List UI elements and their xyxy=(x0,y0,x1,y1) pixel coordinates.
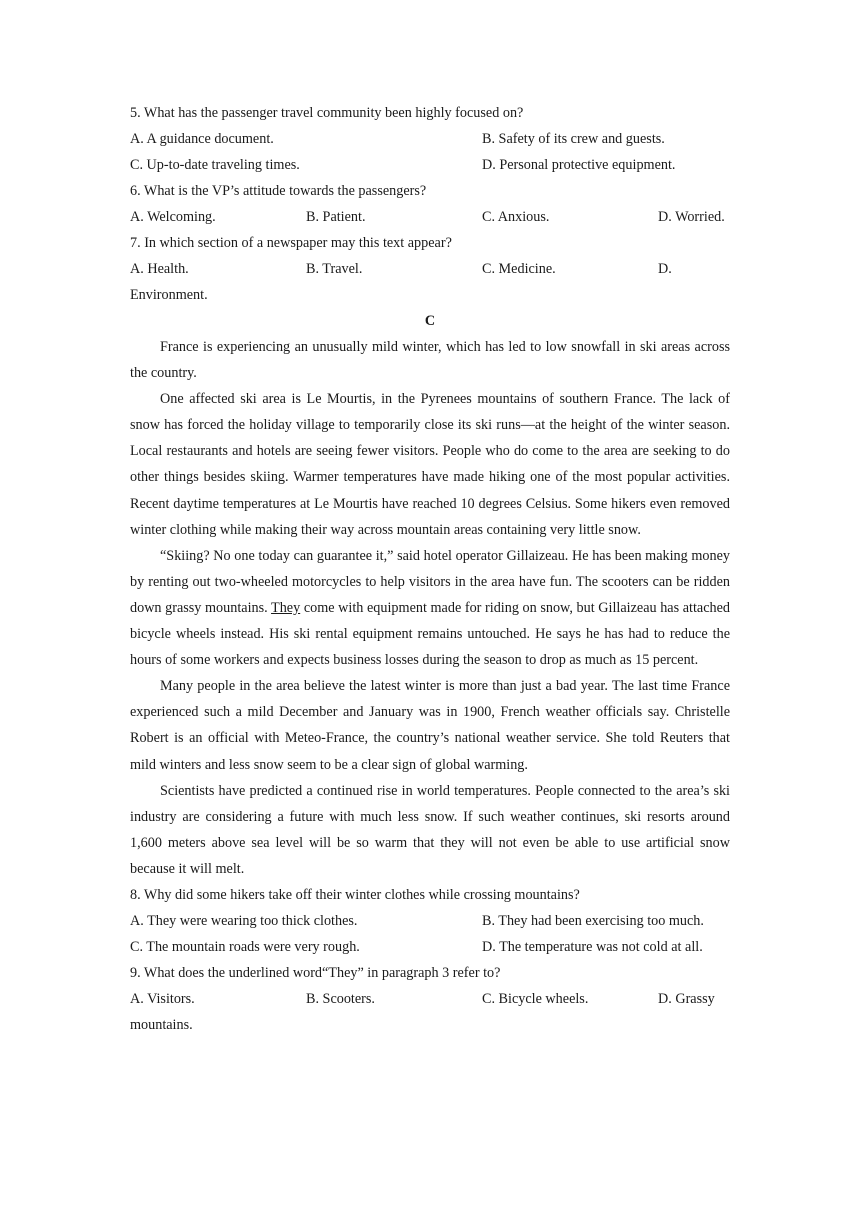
question-9-options xyxy=(130,986,730,1012)
question-9-option-d: D. Grassy xyxy=(658,990,715,1007)
question-5-option-b: B. Safety of its crew and guests. xyxy=(482,131,665,147)
question-5-option-a: A. A guidance document. xyxy=(130,131,274,147)
question-7-option-c: C. Medicine. xyxy=(482,261,556,277)
question-6-options xyxy=(130,204,730,230)
passage-paragraph-3 xyxy=(130,543,730,673)
section-title: C xyxy=(424,313,436,329)
question-6-option-c: C. Anxious. xyxy=(482,209,550,225)
question-5-option-c: C. Up-to-date traveling times. xyxy=(130,157,300,173)
question-5-stem: 5. What has the passenger travel community been highly focused on? xyxy=(130,105,524,121)
passage-paragraph-5: Scientists have predicted a continued rise in world temperatures. People connected to the area’s ski industry are considering a future with much less snow. If such weather continues, ski resorts around 1,600 meters above sea level will be so warm that they will not even be able to use artificial snow because it will melt. xyxy=(130,782,730,877)
question-8-options-row-2 xyxy=(130,934,730,960)
question-8-option-a: A. They were wearing too thick clothes. xyxy=(130,912,358,929)
question-7-option-d-wrap: Environment. xyxy=(130,287,208,303)
question-6-option-d: D. Worried. xyxy=(658,209,725,225)
question-7-option-d: D. xyxy=(658,261,672,277)
question-6-option-a: A. Welcoming. xyxy=(130,209,216,225)
paragraph-3-text-start: “Skiing? No one today can guarantee it,” said hotel operator Gillaizeau. He has been making money by renting out two-wheeled motorcycles to help visitors in the area have fun. The scooters can be ridden down grassy mountains. xyxy=(130,547,730,616)
question-9-option-b: B. Scooters. xyxy=(306,990,375,1007)
question-9-option-a: A. Visitors. xyxy=(130,990,195,1007)
question-8-option-c: C. The mountain roads were very rough. xyxy=(130,938,360,955)
question-5-option-d: D. Personal protective equipment. xyxy=(482,157,676,173)
passage-paragraph-2: One affected ski area is Le Mourtis, in the Pyrenees mountains of southern France. The lack of snow has forced the holiday village to temporarily close its ski runs—at the height of the winter season. Local restaurants and hotels are seeing fewer visitors. People who do come to the area are seeking to do other things besides skiing. Warmer temperatures have made hiking one of the most popular activities. Recent daytime temperatures at Le Mourtis have reached 10 degrees Celsius. Some hikers even removed winter clothing while making their way across mountain areas containing very little snow. xyxy=(130,391,730,538)
question-7-stem: 7. In which section of a newspaper may this text appear? xyxy=(130,235,452,251)
paragraph-3-text-end: come with equipment made for riding on snow, but Gillaizeau has attached bicycle wheels instead. His ski rental equipment remains untouched. He says he has had to reduce the hours of some workers and expects business losses during the season to drop as much as 15 percent. xyxy=(130,599,730,669)
question-7-options xyxy=(130,256,730,282)
document-content xyxy=(130,100,730,1038)
question-8-options-row-1 xyxy=(130,908,730,934)
question-9-option-d-wrap: mountains. xyxy=(130,1016,193,1033)
question-9-option-c: C. Bicycle wheels. xyxy=(482,990,589,1007)
question-7-option-a: A. Health. xyxy=(130,261,189,277)
question-8-stem: 8. Why did some hikers take off their winter clothes while crossing mountains? xyxy=(130,886,580,903)
passage-paragraph-4: Many people in the area believe the latest winter is more than just a bad year. The last time France experienced such a mild December and January was in 1900, French weather officials say. Christelle Robert is an official with Meteo-France, the country’s national weather service. She told Reuters that mild winters and less snow seem to be a clear sign of global warming. xyxy=(130,678,730,773)
underlined-word-they: They xyxy=(271,599,301,616)
question-6-stem: 6. What is the VP’s attitude towards the passengers? xyxy=(130,183,427,199)
question-5-options-row-2 xyxy=(130,152,730,178)
question-5-options-row-1 xyxy=(130,126,730,152)
passage-paragraph-1: France is experiencing an unusually mild winter, which has led to low snowfall in ski areas across the country. xyxy=(130,339,730,382)
question-8-option-d: D. The temperature was not cold at all. xyxy=(482,938,703,955)
question-6-option-b: B. Patient. xyxy=(306,209,366,225)
question-8-option-b: B. They had been exercising too much. xyxy=(482,912,704,929)
question-7-option-b: B. Travel. xyxy=(306,261,363,277)
question-9-stem: 9. What does the underlined word“They” in paragraph 3 refer to? xyxy=(130,964,501,981)
